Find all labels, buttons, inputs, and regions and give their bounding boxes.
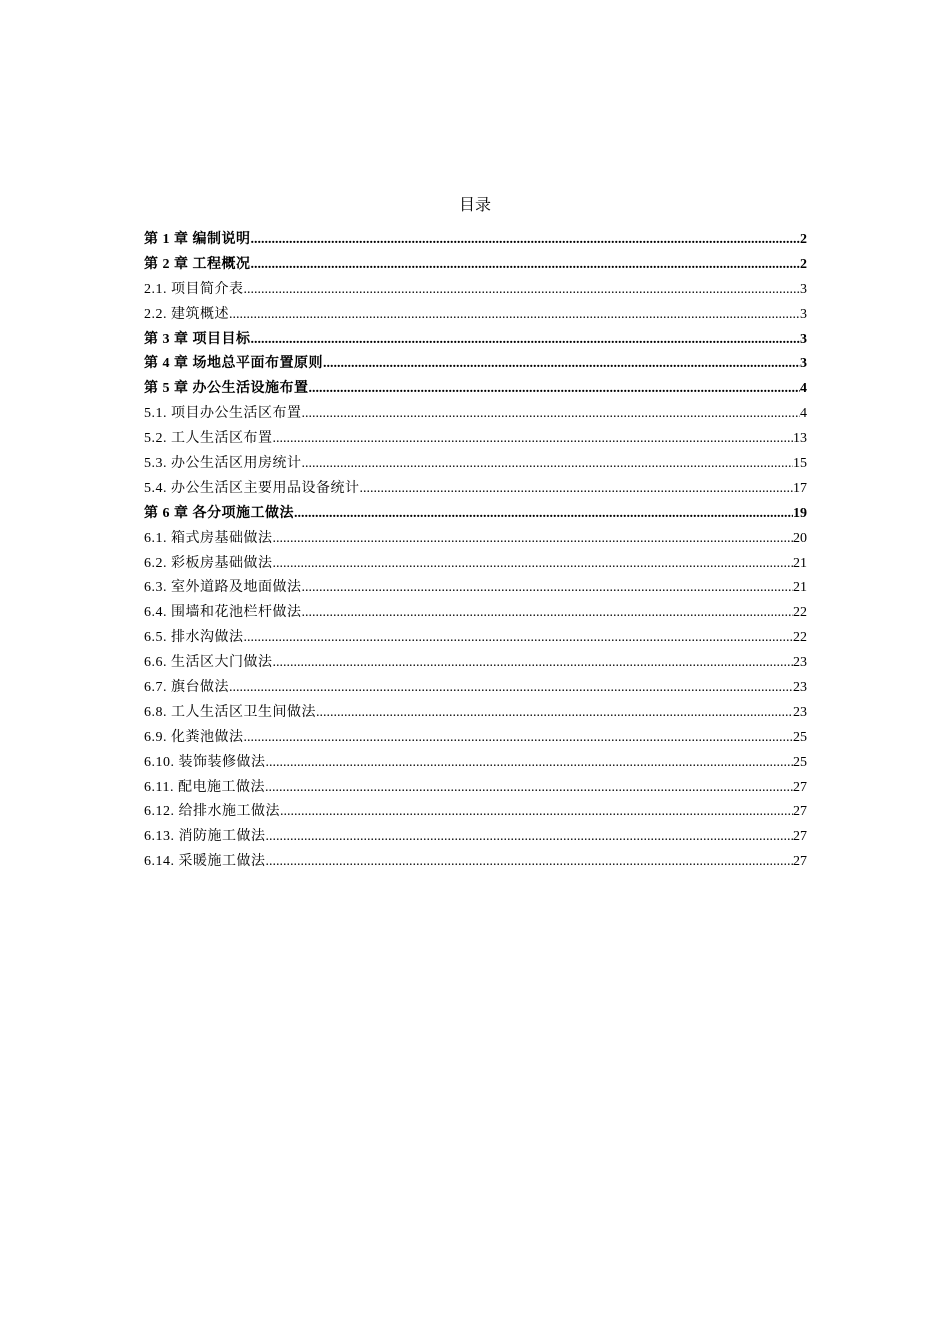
toc-entry-page-number: 20 — [793, 530, 807, 546]
toc-entry-page-number: 23 — [793, 680, 807, 696]
toc-entry-page-number: 23 — [793, 655, 807, 671]
toc-section-entry[interactable] — [144, 278, 807, 303]
toc-entry-page-number: 27 — [793, 829, 807, 845]
toc-section-entry[interactable] — [144, 850, 807, 875]
toc-dot-leader — [294, 502, 793, 527]
toc-entry-page-number: 3 — [800, 281, 807, 297]
toc-entry-page-number: 22 — [793, 605, 807, 621]
toc-section-entry[interactable] — [144, 825, 807, 850]
toc-section-entry[interactable] — [144, 800, 807, 825]
toc-dot-leader — [251, 228, 801, 253]
toc-entry-label: 第 2 章 工程概况 — [144, 256, 251, 272]
toc-entry-page-number: 2 — [800, 232, 807, 247]
toc-entry-page-number: 15 — [793, 456, 807, 472]
toc-entry-page-number: 25 — [793, 729, 807, 745]
toc-chapter-entry[interactable] — [144, 352, 807, 377]
toc-dot-leader — [309, 377, 801, 402]
toc-entry-label: 6.7. 旗台做法 — [144, 680, 229, 696]
table-of-contents — [144, 228, 807, 875]
toc-dot-leader — [244, 278, 801, 303]
toc-chapter-entry[interactable] — [144, 228, 807, 253]
toc-dot-leader — [316, 701, 793, 726]
toc-entry-page-number: 23 — [793, 704, 807, 720]
toc-dot-leader — [244, 726, 794, 751]
toc-dot-leader — [251, 328, 801, 353]
toc-entry-label: 6.13. 消防施工做法 — [144, 829, 266, 845]
toc-dot-leader — [265, 776, 793, 801]
toc-dot-leader — [273, 427, 794, 452]
toc-entry-label: 6.3. 室外道路及地面做法 — [144, 580, 302, 596]
toc-chapter-entry[interactable] — [144, 502, 807, 527]
toc-section-entry[interactable] — [144, 701, 807, 726]
toc-entry-page-number: 13 — [793, 431, 807, 447]
toc-dot-leader — [251, 253, 801, 278]
toc-dot-leader — [229, 676, 793, 701]
toc-entry-page-number: 27 — [793, 804, 807, 820]
toc-entry-page-number: 2 — [800, 256, 807, 272]
toc-entry-label: 6.11. 配电施工做法 — [144, 779, 265, 795]
toc-chapter-entry[interactable] — [144, 377, 807, 402]
toc-section-entry[interactable] — [144, 527, 807, 552]
toc-entry-label: 6.6. 生活区大门做法 — [144, 655, 273, 671]
toc-entry-label: 2.1. 项目简介表 — [144, 281, 244, 297]
toc-section-entry[interactable] — [144, 303, 807, 328]
toc-dot-leader — [302, 402, 801, 427]
toc-entry-page-number: 17 — [793, 480, 807, 496]
toc-entry-page-number: 22 — [793, 630, 807, 646]
toc-dot-leader — [323, 352, 800, 377]
toc-entry-page-number: 3 — [800, 306, 807, 322]
toc-entry-label: 5.2. 工人生活区布置 — [144, 431, 273, 447]
toc-dot-leader — [302, 576, 794, 601]
toc-entry-label: 第 6 章 各分项施工做法 — [144, 505, 294, 521]
toc-entry-label: 6.9. 化粪池做法 — [144, 729, 244, 745]
toc-entry-page-number: 19 — [793, 505, 807, 521]
toc-section-entry[interactable] — [144, 676, 807, 701]
toc-entry-page-number: 21 — [793, 580, 807, 596]
toc-section-entry[interactable] — [144, 552, 807, 577]
toc-entry-label: 6.14. 采暖施工做法 — [144, 854, 266, 870]
toc-dot-leader — [244, 626, 794, 651]
toc-dot-leader — [302, 601, 794, 626]
toc-section-entry[interactable] — [144, 402, 807, 427]
toc-dot-leader — [273, 651, 794, 676]
toc-entry-page-number: 4 — [800, 381, 807, 397]
toc-entry-page-number: 4 — [800, 406, 807, 422]
toc-chapter-entry[interactable] — [144, 253, 807, 278]
toc-section-entry[interactable] — [144, 626, 807, 651]
toc-entry-page-number: 3 — [800, 331, 807, 347]
toc-entry-label: 6.8. 工人生活区卫生间做法 — [144, 704, 316, 720]
toc-entry-label: 5.1. 项目办公生活区布置 — [144, 406, 302, 422]
toc-dot-leader — [229, 303, 800, 328]
toc-section-entry[interactable] — [144, 651, 807, 676]
toc-entry-label: 5.4. 办公生活区主要用品设备统计 — [144, 480, 360, 496]
toc-chapter-entry[interactable] — [144, 328, 807, 353]
toc-entry-label: 第 3 章 项目目标 — [144, 331, 251, 347]
toc-dot-leader — [273, 552, 794, 577]
toc-entry-label: 2.2. 建筑概述 — [144, 306, 229, 322]
toc-entry-page-number: 25 — [793, 754, 807, 770]
toc-section-entry[interactable] — [144, 751, 807, 776]
toc-section-entry[interactable] — [144, 427, 807, 452]
toc-dot-leader — [360, 477, 794, 502]
toc-entry-page-number: 21 — [793, 555, 807, 571]
toc-entry-label: 6.10. 装饰装修做法 — [144, 754, 266, 770]
toc-section-entry[interactable] — [144, 576, 807, 601]
toc-entry-label: 6.12. 给排水施工做法 — [144, 804, 280, 820]
toc-entry-label: 6.2. 彩板房基础做法 — [144, 555, 273, 571]
toc-entry-label: 5.3. 办公生活区用房统计 — [144, 456, 302, 472]
toc-dot-leader — [266, 751, 794, 776]
toc-section-entry[interactable] — [144, 477, 807, 502]
toc-entry-label: 第 4 章 场地总平面布置原则 — [144, 356, 323, 372]
toc-title: 目录 — [458, 197, 491, 214]
toc-dot-leader — [302, 452, 794, 477]
toc-entry-label: 6.1. 箱式房基础做法 — [144, 530, 273, 546]
toc-entry-page-number: 27 — [793, 779, 807, 795]
toc-entry-label: 6.5. 排水沟做法 — [144, 630, 244, 646]
toc-entry-label: 6.4. 围墙和花池栏杆做法 — [144, 605, 302, 621]
toc-dot-leader — [266, 850, 794, 875]
toc-entry-label: 第 1 章 编制说明 — [144, 232, 251, 247]
toc-section-entry[interactable] — [144, 776, 807, 801]
toc-section-entry[interactable] — [144, 726, 807, 751]
toc-section-entry[interactable] — [144, 452, 807, 477]
toc-dot-leader — [273, 527, 794, 552]
toc-dot-leader — [266, 825, 794, 850]
toc-dot-leader — [280, 800, 793, 825]
toc-entry-label: 第 5 章 办公生活设施布置 — [144, 381, 309, 397]
toc-section-entry[interactable] — [144, 601, 807, 626]
toc-entry-page-number: 27 — [793, 854, 807, 870]
toc-entry-page-number: 3 — [800, 356, 807, 372]
